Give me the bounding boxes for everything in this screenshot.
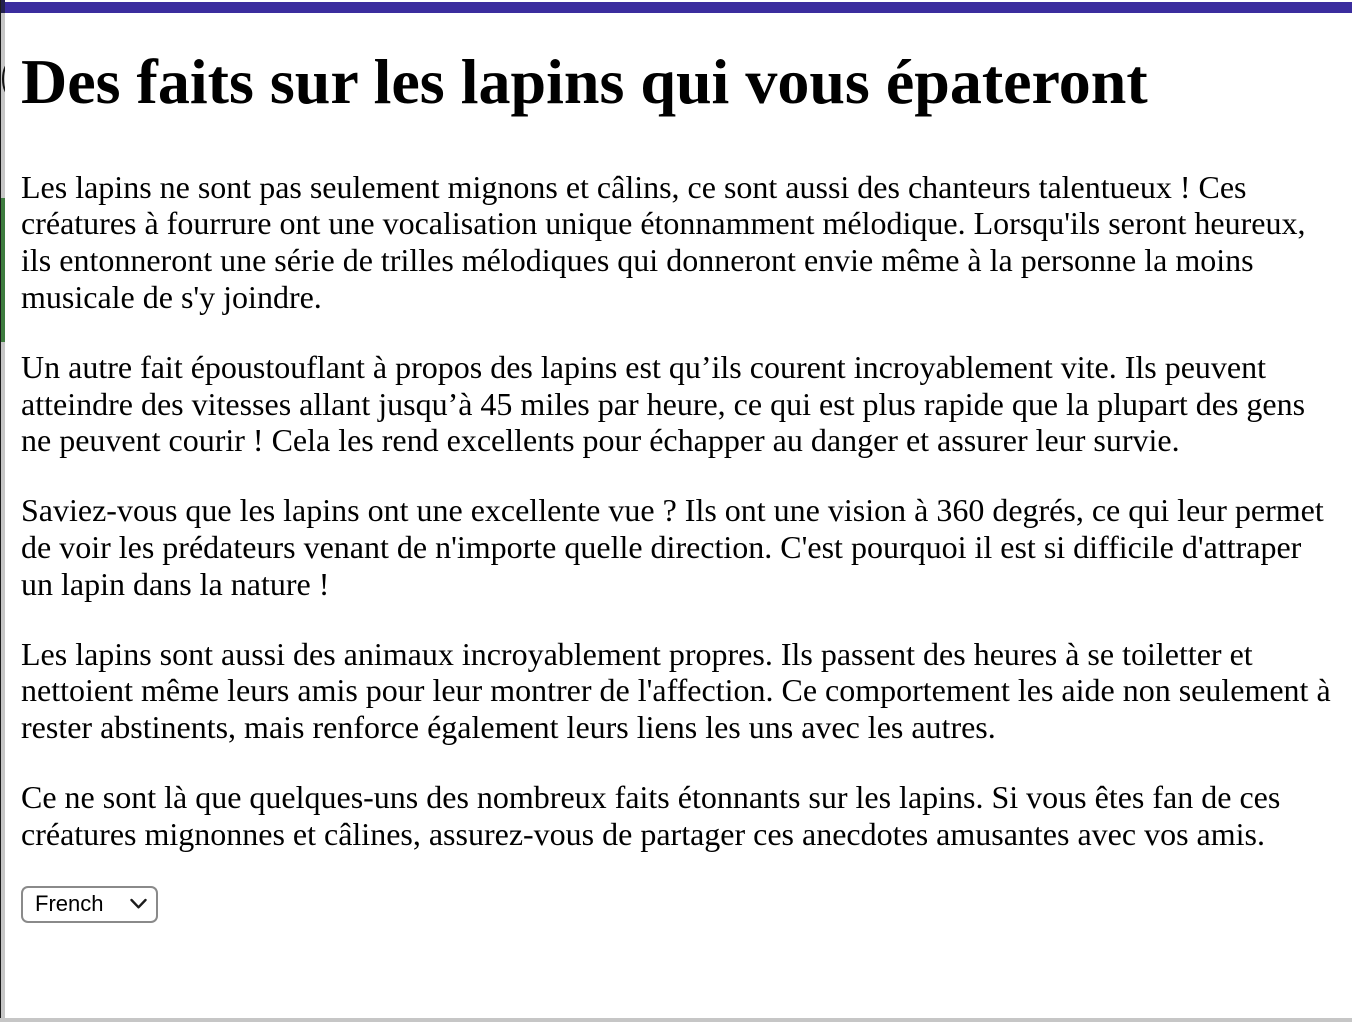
article	[5, 13, 1352, 1018]
language-select[interactable]	[21, 886, 158, 923]
article-paragraph-4: Les lapins sont aussi des animaux incroyablement propres. Ils passent des heures à se toiletter et nettoient même leurs amis pour leur montrer de l'affection. Ce comportement les aide non seulement à rester abstinents, mais renforce également leurs liens les uns avec les autres.	[21, 635, 1331, 746]
page-title: Des faits sur les lapins qui vous épateront	[21, 46, 1148, 117]
top-accent-bar	[5, 2, 1352, 13]
left-edge-top-cap	[1, 0, 5, 13]
bottom-edge-strip	[0, 1018, 1352, 1022]
article-paragraph-1: Les lapins ne sont pas seulement mignons et câlins, ce sont aussi des chanteurs talentueux ! Ces créatures à fourrure ont une vocalisation unique étonnamment mélodique. Lorsqu'ils seront heureux, ils entonneront une série de trilles mélodiques qui donneront envie même à la personne la moins musicale de s'y joindre.	[21, 168, 1306, 315]
article-paragraph-2: Un autre fait époustouflant à propos des lapins est qu’ils courent incroyablement vite. Ils peuvent atteindre des vitesses allant jusqu’à 45 miles par heure, ce qui est plus rapide que la plupart des gens ne peuvent courir ! Cela les rend excellents pour échapper au danger et assurer leur survie.	[21, 348, 1306, 459]
article-paragraph-3: Saviez-vous que les lapins ont une excellente vue ? Ils ont une vision à 360 degrés, ce qui leur permet de voir les prédateurs venant de n'importe quelle direction. C'est pourquoi il est si difficile d'attraper un lapin dans la nature !	[21, 492, 1324, 602]
language-select-wrap	[21, 886, 158, 923]
article-paragraph-5: Ce ne sont là que quelques-uns des nombreux faits étonnants sur les lapins. Si vous êtes fan de ces créatures mignonnes et câlines, assurez-vous de partager ces anecdotes amusantes avec vos amis.	[21, 778, 1281, 852]
